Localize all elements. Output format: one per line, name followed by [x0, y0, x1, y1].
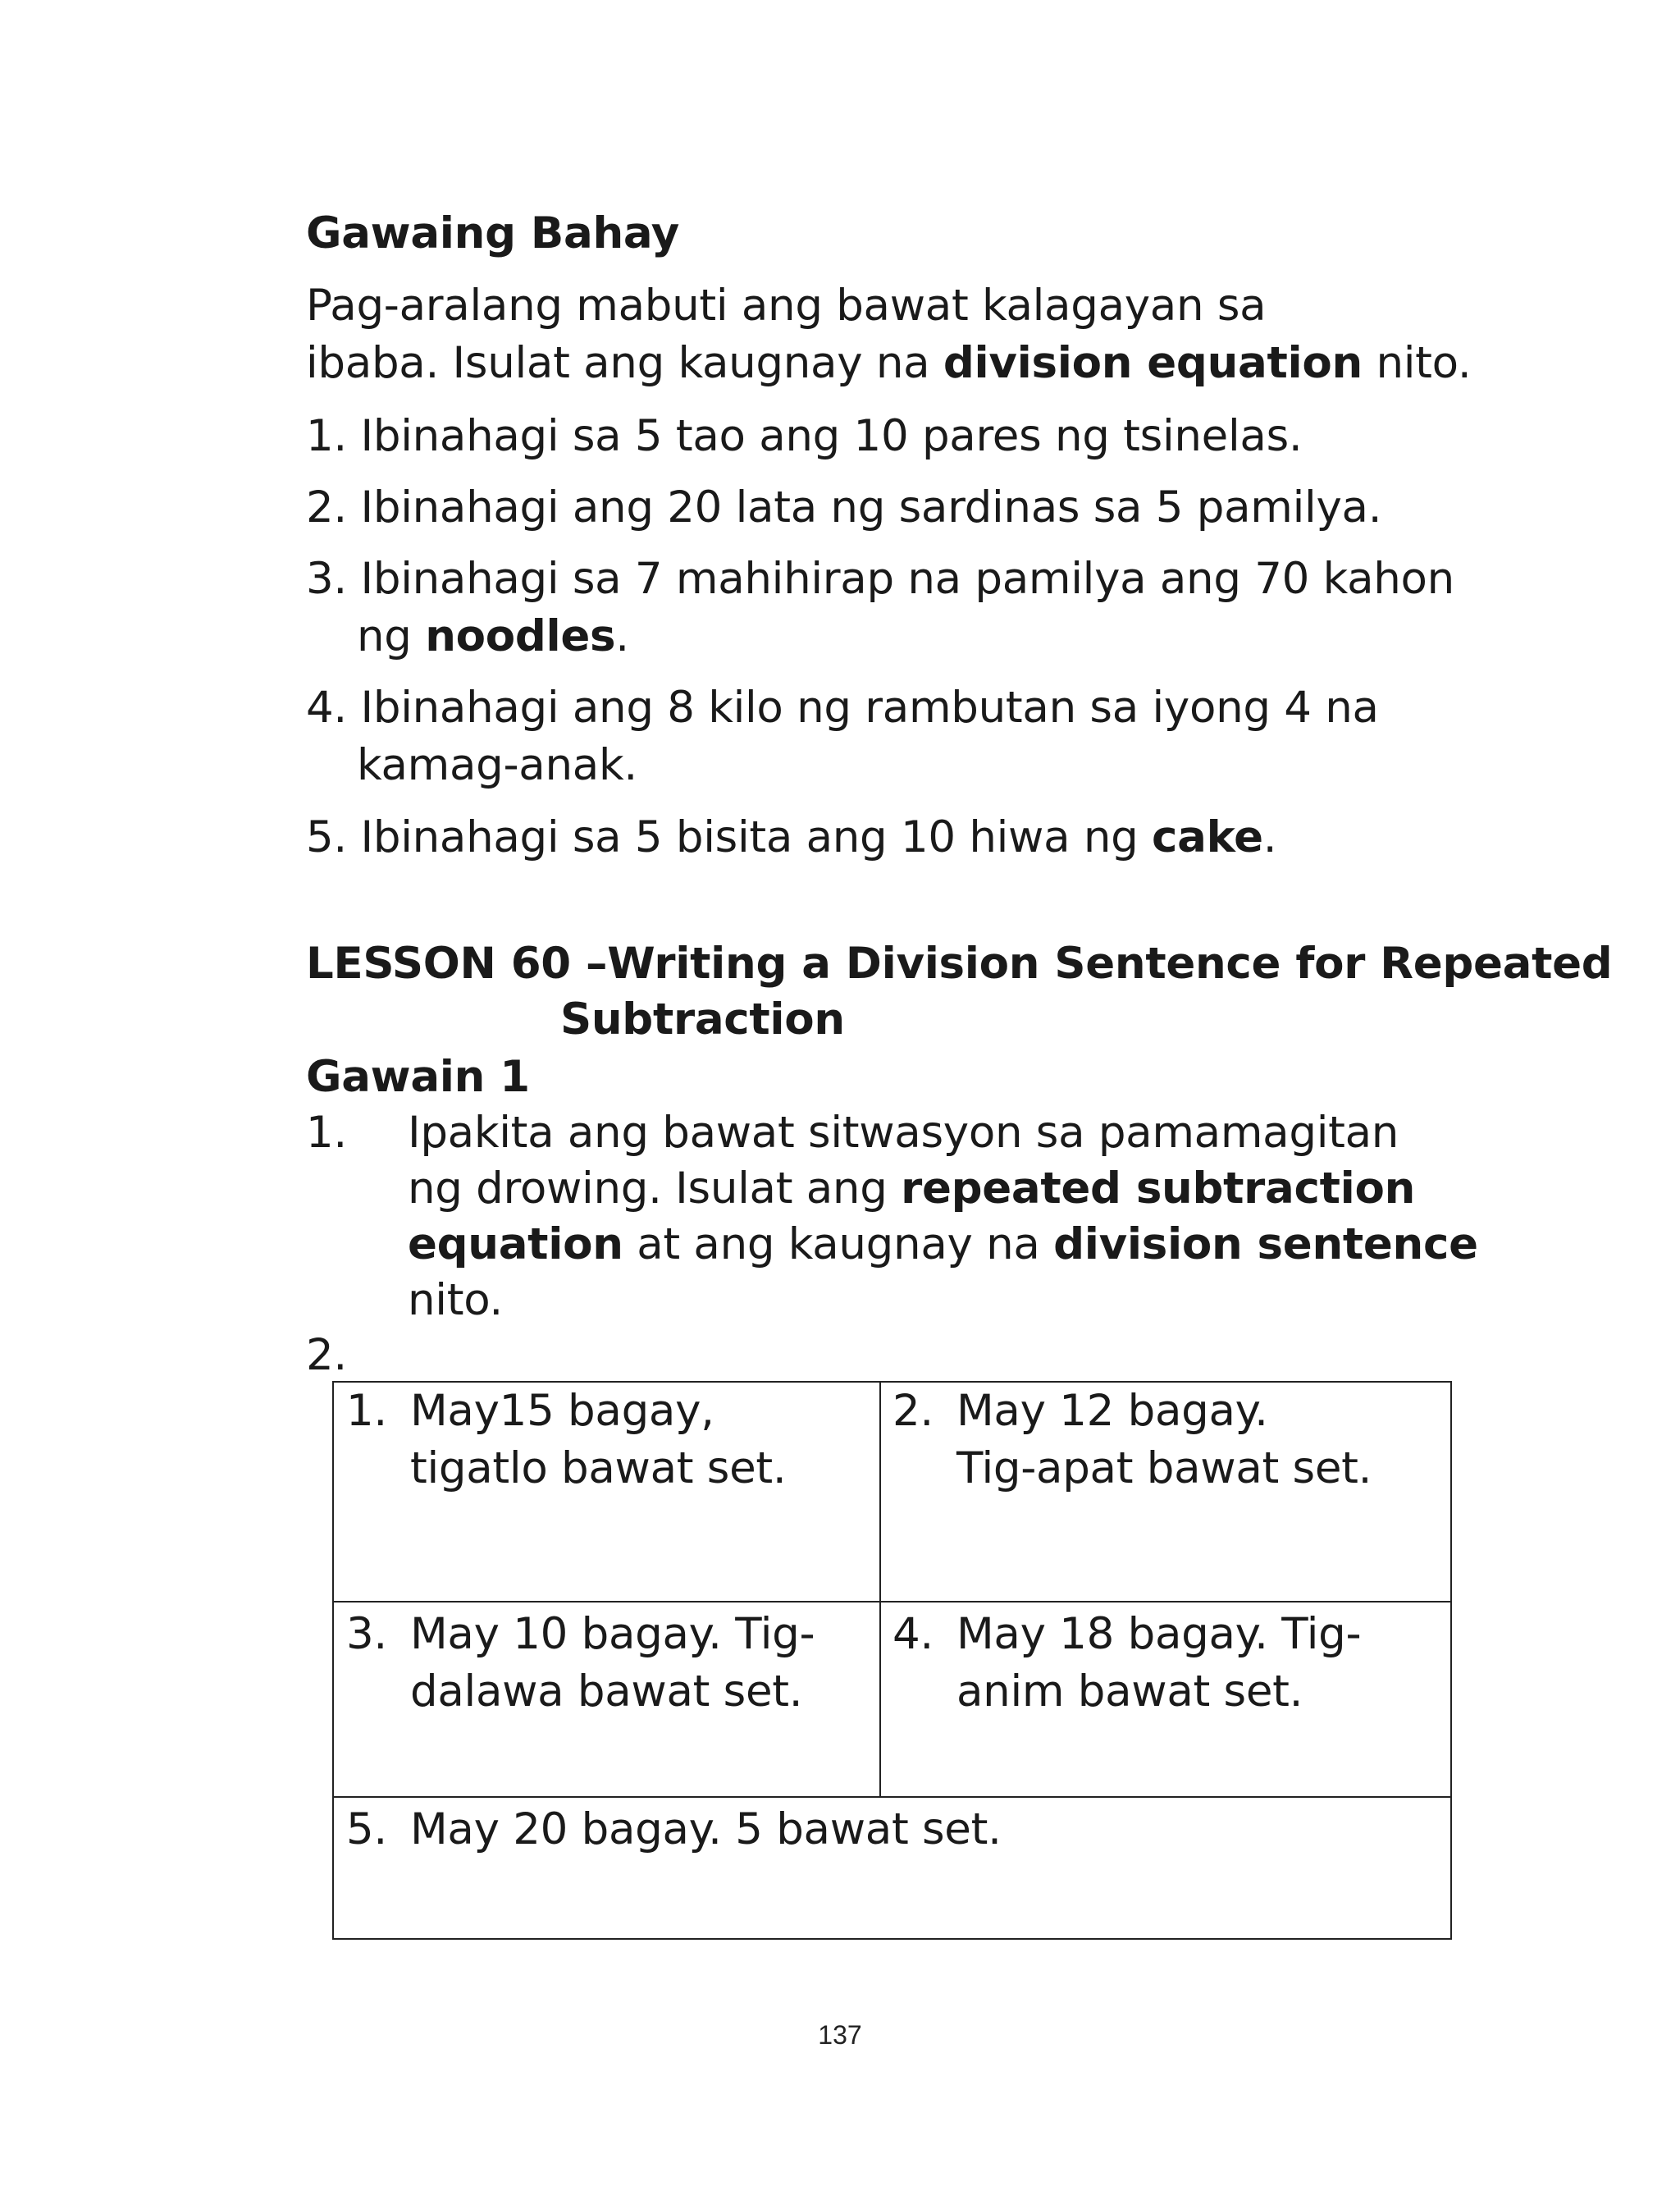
- table-cell: [892, 1606, 1442, 1721]
- cell-text: Tig-apat bawat set.: [956, 1443, 1372, 1493]
- item-text: 5. Ibinahagi sa 5 bisita ang 10 hiwa ng: [306, 812, 1152, 862]
- intro-bold-term: division equation: [943, 338, 1363, 388]
- instruction-bold-term: equation: [408, 1219, 623, 1269]
- instruction-text: ng drowing. Isulat ang: [408, 1164, 902, 1214]
- lesson-title-line2: Subtraction: [560, 994, 845, 1045]
- page-number: 137: [818, 2020, 862, 2050]
- item-text-end: .: [1262, 812, 1277, 862]
- instruction-text: at ang kaugnay na: [623, 1219, 1054, 1269]
- cell-text: May 20 bagay. 5 bawat set.: [410, 1804, 1002, 1854]
- instruction-line1: Ipakita ang bawat sitwasyon sa pamamagitan: [408, 1108, 1399, 1158]
- table-cell: [346, 1606, 871, 1721]
- instruction-bold-term: division sentence: [1053, 1219, 1478, 1269]
- homework-item-3-line2: [357, 608, 629, 665]
- homework-item-4-line2: kamag-anak.: [357, 740, 637, 790]
- table-divider: [334, 1796, 1450, 1798]
- activity-title: Gawain 1: [306, 1052, 530, 1102]
- table-cell: [346, 1801, 1437, 1859]
- item-text: ng: [357, 611, 426, 661]
- cell-text: tigatlo bawat set.: [410, 1443, 787, 1493]
- cell-text: anim bawat set.: [956, 1667, 1303, 1717]
- homework-intro-line2: [306, 335, 1471, 392]
- item-number-2: 2.: [306, 1330, 347, 1380]
- cell-number: 2.: [892, 1386, 934, 1436]
- cell-text: May 12 bagay.: [956, 1386, 1268, 1436]
- cell-number: 4.: [892, 1609, 934, 1659]
- homework-intro-line1: Pag-aralang mabuti ang bawat kalagayan sa: [306, 281, 1267, 331]
- homework-item-1: 1. Ibinahagi sa 5 tao ang 10 pares ng tsinelas.: [306, 411, 1303, 461]
- intro-text-end: nito.: [1362, 338, 1472, 388]
- intro-text: ibaba. Isulat ang kaugnay na: [306, 338, 943, 388]
- instruction-line4: nito.: [408, 1275, 503, 1325]
- homework-item-3-line1: 3. Ibinahagi sa 7 mahihirap na pamilya ang 70 kahon: [306, 554, 1454, 604]
- homework-item-2: 2. Ibinahagi ang 20 lata ng sardinas sa 5 pamilya.: [306, 482, 1382, 533]
- cell-number: 3.: [346, 1609, 387, 1659]
- table-divider: [879, 1383, 881, 1797]
- instruction-line3: [408, 1216, 1478, 1273]
- homework-item-5: [306, 809, 1276, 866]
- cell-text: dalawa bawat set.: [410, 1667, 803, 1717]
- cell-number: 5.: [346, 1804, 387, 1854]
- instruction-number: 1.: [306, 1108, 347, 1158]
- table-divider: [334, 1601, 1450, 1602]
- instruction-line2: [408, 1160, 1415, 1218]
- homework-title: Gawaing Bahay: [306, 208, 679, 258]
- lesson-title-line1: LESSON 60 –Writing a Division Sentence for Repeated: [306, 939, 1613, 989]
- cell-number: 1.: [346, 1386, 387, 1436]
- cell-text: May 18 bagay. Tig-: [956, 1609, 1362, 1659]
- item-text-end: .: [615, 611, 629, 661]
- item-bold-term: cake: [1152, 812, 1263, 862]
- item-bold-term: noodles: [425, 611, 616, 661]
- situations-table: [332, 1381, 1452, 1940]
- cell-text: May 10 bagay. Tig-: [410, 1609, 815, 1659]
- instruction-bold-term: repeated subtraction: [901, 1164, 1416, 1214]
- table-cell: [346, 1383, 871, 1497]
- cell-text: May15 bagay,: [410, 1386, 714, 1436]
- homework-item-4-line1: 4. Ibinahagi ang 8 kilo ng rambutan sa iyong 4 na: [306, 683, 1379, 733]
- table-cell: [892, 1383, 1442, 1497]
